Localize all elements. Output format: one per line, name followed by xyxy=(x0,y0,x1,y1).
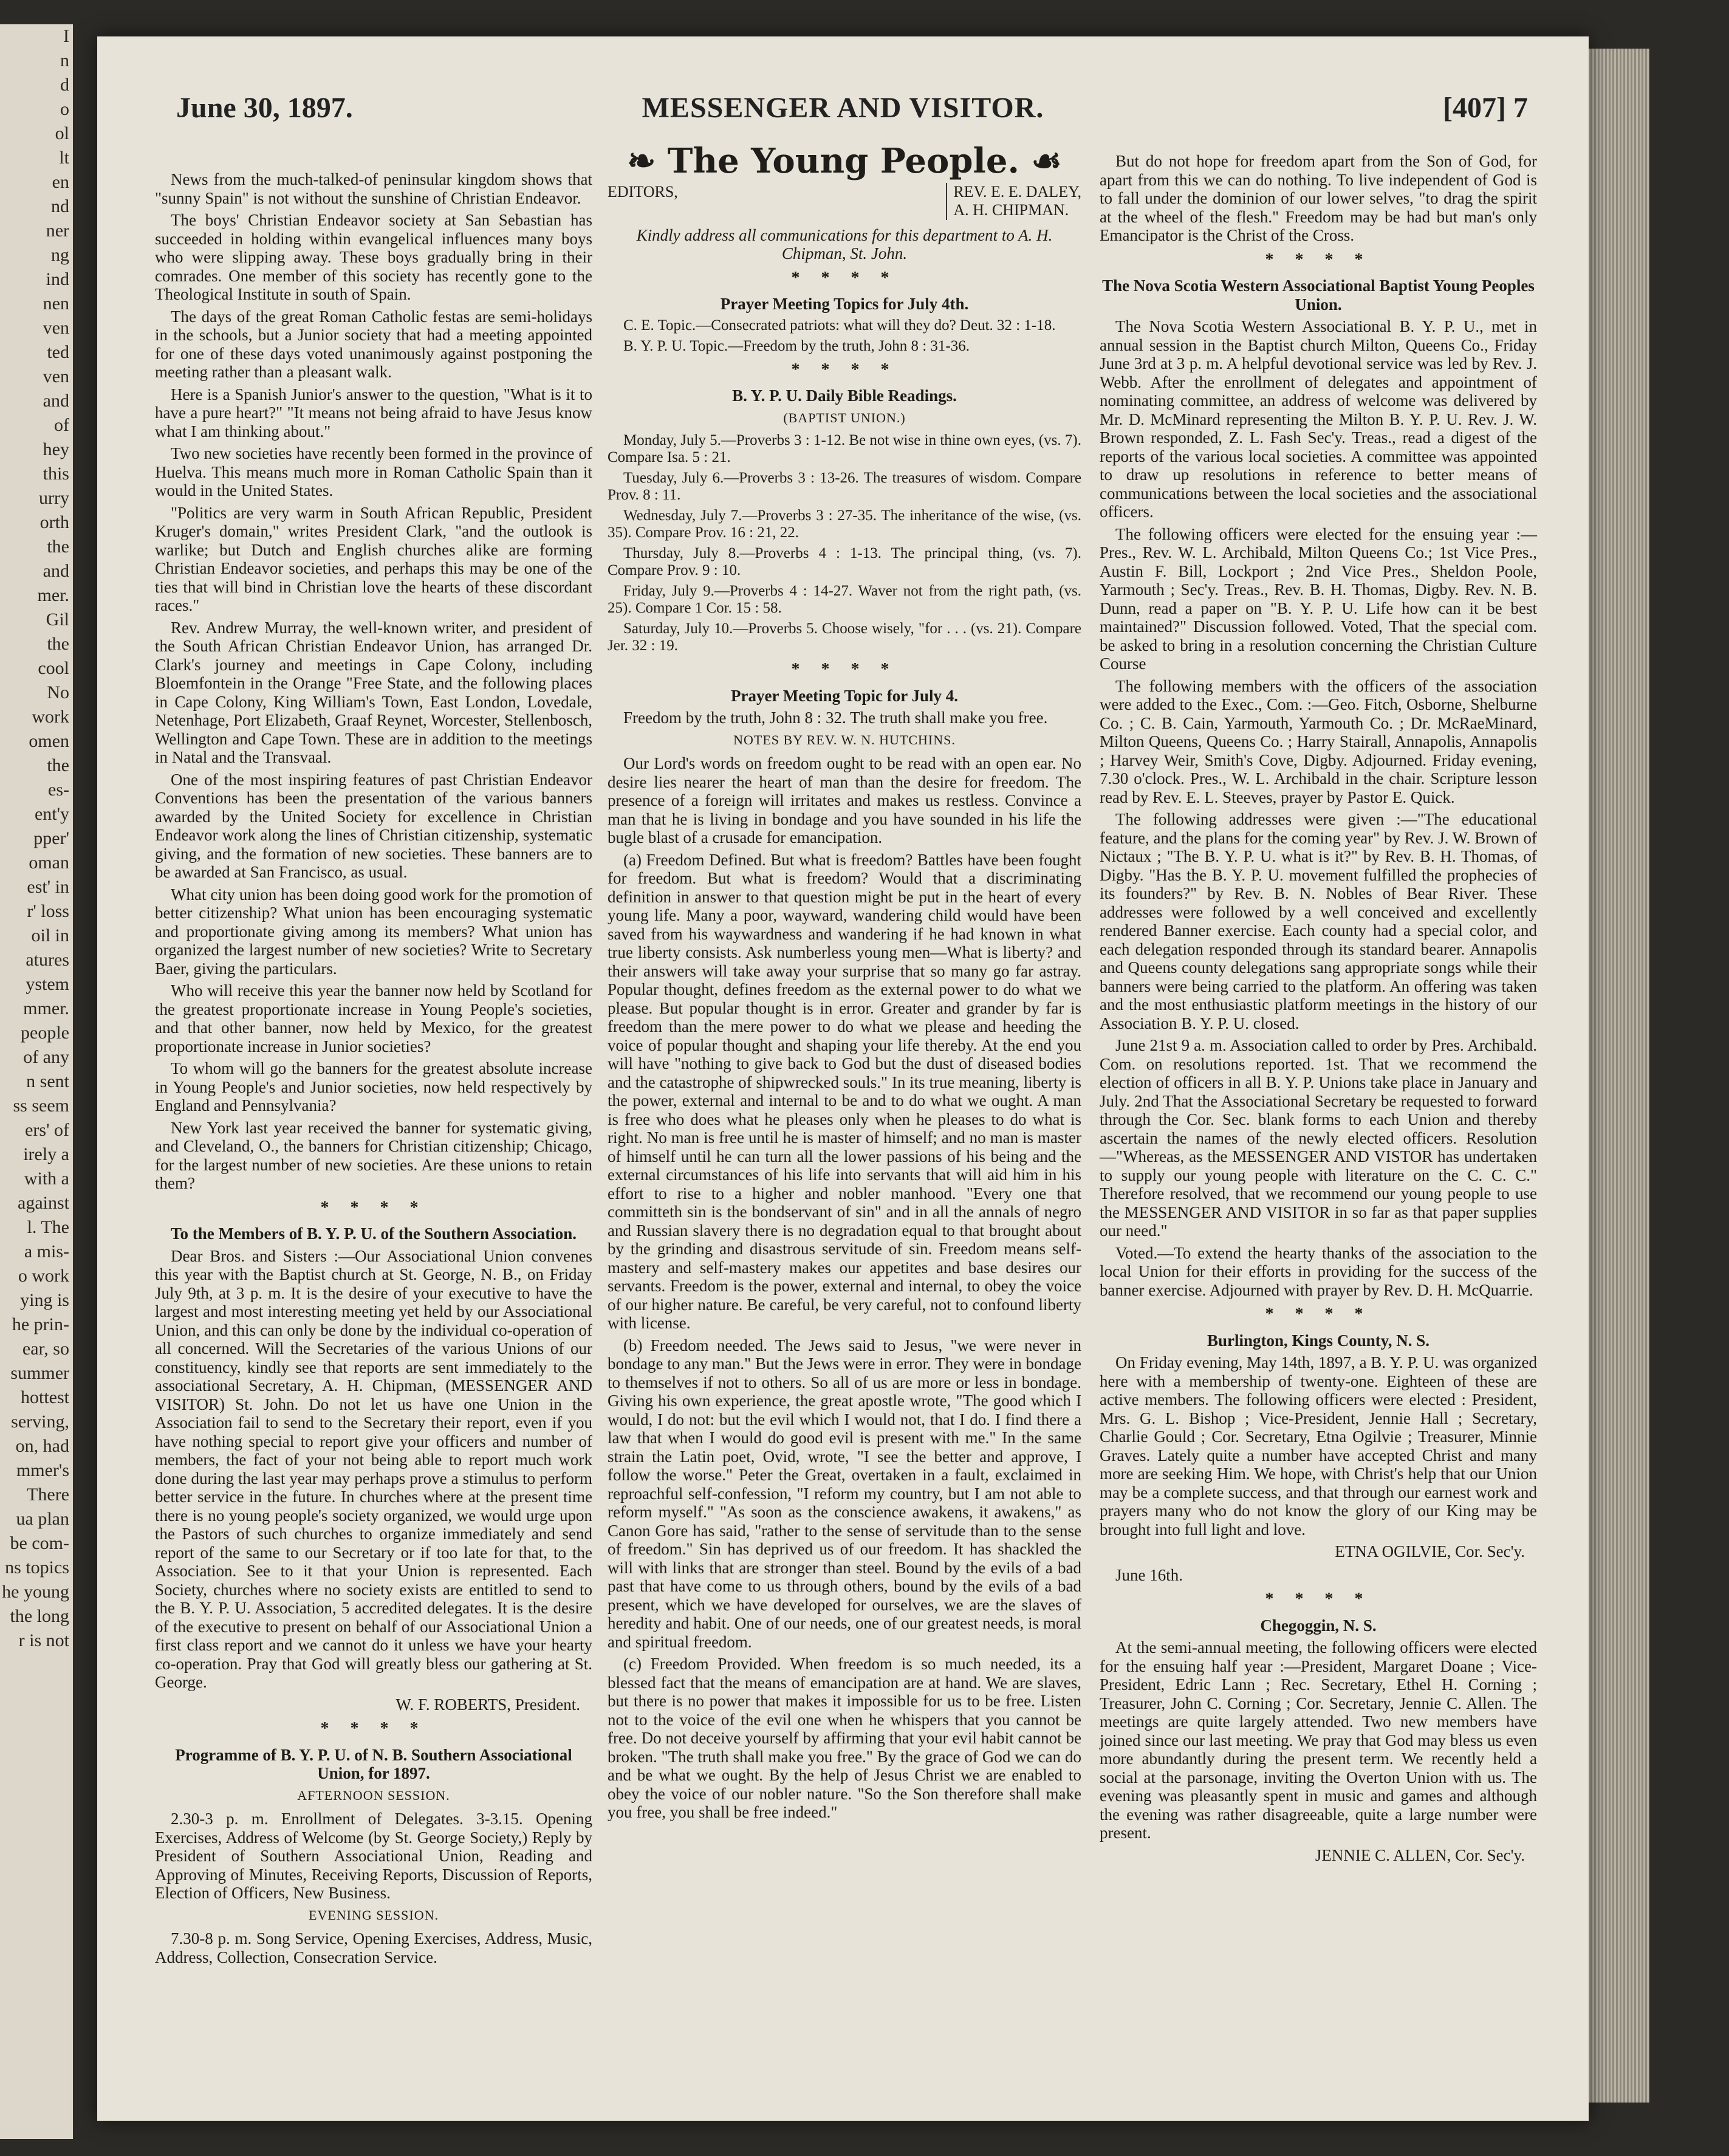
margin-fragment: the long xyxy=(10,1606,69,1626)
margin-fragment: mmer. xyxy=(23,998,69,1018)
topic-heading: Prayer Meeting Topic for July 4. xyxy=(731,686,958,705)
margin-fragment: serving, xyxy=(11,1412,69,1432)
margin-fragment: ua plan xyxy=(16,1509,69,1529)
article-paragraph: "Politics are very warm in South African Republic, President Kruger's domain," writes President Clark, "and the outlook is warlike; but Dutch and English churches alike are forming Christian Endeavor societies, and perhaps this may be one of the ties that will bind in Christian love the hearts of these discordant races." xyxy=(155,503,592,614)
bible-reading: Tuesday, July 6.—Proverbs 3 : 13-26. The treasures of wisdom. Compare Prov. 8 : 11. xyxy=(608,470,1081,503)
article-paragraph: What city union has been doing good work for the promotion of better citizenship? What union has been encouraging systematic and proportionate giving among its members? What union has organized the largest number of new societies? Write to Secretary Baer, giving the particulars. xyxy=(155,885,592,978)
nova-scotia-heading: The Nova Scotia Western Associational Baptist Young Peoples Union. xyxy=(1102,276,1535,314)
article-paragraph: Our Lord's words on freedom ought to be read with an open ear. No desire lies nearer the heart of man than the desire for freedom. The presence of a foreign will irritates and makes us restless. Convince a man that he is living in bondage and you have sounded in his life the bugle blast of a crusade for emancipation. xyxy=(608,754,1081,846)
margin-fragment: oil in xyxy=(31,925,69,946)
topics-bypu: B. Y. P. U. Topic.—Freedom by the truth, John 8 : 31-36. xyxy=(623,337,970,354)
margin-fragment: irely a xyxy=(23,1144,69,1164)
burlington-date: June 16th. xyxy=(1115,1565,1183,1584)
article-paragraph: New York last year received the banner for systematic giving, and Cleveland, O., the banners for Christian citizenship; Chicago, for the largest number of new societies. Are these unions to retain them? xyxy=(155,1118,592,1192)
margin-fragment: omen xyxy=(29,731,69,751)
margin-fragment: lt xyxy=(59,148,69,168)
margin-fragment: pper' xyxy=(33,828,69,848)
separator-stars: * * * * xyxy=(1265,1590,1372,1608)
margin-fragment: be com- xyxy=(10,1533,69,1553)
margin-fragment: d xyxy=(60,75,69,95)
notes-by: NOTES BY REV. W. N. HUTCHINS. xyxy=(733,732,956,747)
article-paragraph: News from the much-talked-of peninsular kingdom shows that "sunny Spain" is not without the sunshine of Christian Endeavor. xyxy=(155,170,592,207)
margin-fragment: ven xyxy=(43,318,69,338)
margin-fragment: and xyxy=(43,391,69,411)
margin-fragment: the xyxy=(47,537,69,557)
separator-stars: * * * * xyxy=(320,1719,427,1738)
nova-scotia-paragraphs xyxy=(1100,317,1537,1299)
margin-fragment: nd xyxy=(51,196,69,216)
column-3 xyxy=(1100,152,1537,1869)
newspaper-page xyxy=(97,36,1589,2121)
margin-fragment: en xyxy=(52,172,69,192)
readings-sub: (BAPTIST UNION.) xyxy=(783,410,906,425)
margin-fragment: ng xyxy=(51,245,69,265)
margin-fragment: n sent xyxy=(26,1071,69,1091)
fleuron-left-icon: ❧ xyxy=(627,141,668,181)
margin-fragment: ner xyxy=(46,221,69,241)
column-2 xyxy=(608,141,1081,1825)
editors-label: EDITORS, xyxy=(608,182,678,201)
margin-fragment: on, had xyxy=(15,1436,69,1456)
margin-fragment: ers' of xyxy=(25,1120,69,1140)
margin-fragment: ear, so xyxy=(22,1339,69,1359)
bible-reading: Wednesday, July 7.—Proverbs 3 : 27-35. The inheritance of the wise, (vs. 35). Compare Prov. 16 : 21, 22. xyxy=(608,507,1081,541)
separator-stars: * * * * xyxy=(791,268,898,287)
margin-fragment: oman xyxy=(29,853,69,873)
margin-fragment: the xyxy=(47,634,69,654)
margin-fragment: summer xyxy=(10,1363,69,1383)
fleuron-right-icon: ☙ xyxy=(1019,141,1062,181)
separator-stars: * * * * xyxy=(1265,1305,1372,1323)
margin-fragment: hottest xyxy=(21,1387,69,1407)
margin-fragment: mer. xyxy=(37,585,69,605)
article-paragraph: The following officers were elected for the ensuing year :—Pres., Rev. W. L. Archibald, Milton Queens Co.; 1st Vice Pres., Austin F. Bill, Lockport ; 2nd Vice Pres., Sheldon Poole, Yarmouth ; Sec'y. Treas., Rev. B. H. Thomas, Digby. Rev. N. B. Dunn, read a paper on "B. Y. P. U. Life how can it be best maintained?" Discussion followed. Voted, That the special com. be asked to bring in a resolution concerning the Christian Culture Course xyxy=(1100,524,1537,673)
margin-fragment: No xyxy=(47,682,69,702)
byp-southern-letter: Dear Bros. and Sisters :—Our Associational Union convenes this year with the Baptist church at St. George, N. B., on Friday July 9th, at 3 p. m. It is the desire of your executive to have the largest and most interesting meeting yet held by our Associational Union, and this can only be done by the individual co-operation of all concerned. Will the Secretaries of the various Unions of our constituency, kindly see that reports are sent immediately to the associational Secretary, A. H. Chipman, (MESSENGER AND VISITOR) St. John. Do not let us have one Union in the Association fail to send to the Secretary their report, even if you have nothing special to report give your officers and number of members, the fact of your not being able to report much work done during the last year may perhaps prove a stimulus to perform better service in the future. In churches where at the present time there is no young people's society organized, we would urge upon the Pastors of such churches to organize immediately and send report of the same to our Secretary or if too late for that, to the Association. See to it that your Union is represented. Each Society, churches where no society exists are entitled to send to the B. Y. P. U. Association, 5 accredited delegates. It is the desire of the executive to present on behalf of our Associational Union a first class report and we cannot do it unless we have your hearty co-operation. Pray that God will greatly bless our gathering at St. George. xyxy=(155,1246,592,1691)
margin-fragment: ent'y xyxy=(34,804,69,824)
editor-1: REV. E. E. DALEY, xyxy=(953,182,1081,201)
article-paragraph: To whom will go the banners for the greatest absolute increase in Young People's and Junior societies, now held respectively by England and Pennsylvania? xyxy=(155,1059,592,1114)
section-title-text: The Young People. xyxy=(667,141,1019,181)
topics-heading: Prayer Meeting Topics for July 4th. xyxy=(720,295,969,313)
margin-fragment: orth xyxy=(39,512,69,532)
article-paragraph: The days of the great Roman Catholic festas are semi-holidays in the schools, but a Junior society that had a meeting appointed for one of these days voted unanimously against postponing the meeting rather than a pleasant walk. xyxy=(155,307,592,381)
margin-fragment: urry xyxy=(39,488,69,508)
topic-line: Freedom by the truth, John 8 : 32. The truth shall make you free. xyxy=(623,709,1048,727)
margin-fragment: atures xyxy=(26,950,69,970)
readings-list xyxy=(608,432,1081,654)
margin-fragment: ted xyxy=(47,342,69,362)
evening-session-text: 7.30-8 p. m. Song Service, Opening Exercises, Address, Music, Address, Collection, Consecration Service. xyxy=(155,1929,592,1966)
address-note: Kindly address all communications for this department to A. H. Chipman, St. John. xyxy=(636,225,1053,263)
article-paragraph: Rev. Andrew Murray, the well-known writer, and president of the South African Christian Endeavor Union, has arranged Dr. Clark's journey and meetings in Cape Colony, including Bloemfontein in the Orange "Free State, and the following places in Cape Colony, King William's Town, East London, Lovedale, Netenhage, Port Elizabeth, Graaf Reynet, Worcester, Stellenbosch, Wellington and Cape Town. These are in addition to the meetings in Natal and the Transvaal. xyxy=(155,618,592,766)
masthead xyxy=(97,91,1589,134)
article-paragraph: The following addresses were given :—"The educational feature, and the plans for the coming year" by Rev. J. W. Brown of Nictaux ; "The B. Y. P. U. what is it?" by Rev. B. H. Thomas, of Digby. "Has the B. Y. P. U. movement fulfilled the prophecies of its founders?" by Rev. B. N. Nobles of Bear River. These addresses were followed by a well conceived and excellently rendered Banner exercise. Each county had a special color, and each delegation responded through its standard bearer. Annapolis and Queens county delegations sang appropriate songs while their banners were being carried to the platform. An offering was taken and the most enthusiastic platform meetings in the history of our Association B. Y. P. U. closed. xyxy=(1100,810,1537,1032)
margin-fragment: r is not xyxy=(18,1630,69,1650)
margin-fragment: I xyxy=(63,26,69,46)
margin-fragment: There xyxy=(27,1485,69,1505)
article-paragraph: The boys' Christian Endeavor society at San Sebastian has succeeded in holding within evangelical influences many boys who were slipping away. These boys gradually bring in their comrades. One member of this society has recently gone to the Theological Institute in south of Spain. xyxy=(155,211,592,303)
margin-fragment: o work xyxy=(18,1266,69,1286)
margin-fragment: and xyxy=(43,561,69,581)
evening-session-label: EVENING SESSION. xyxy=(309,1907,439,1923)
margin-fragment: the xyxy=(47,755,69,775)
separator-stars: * * * * xyxy=(320,1198,427,1217)
article-paragraph: The following members with the officers of the association were added to the Exec., Com. :—Geo. Fitch, Osborne, Shelburne Co. ; C. B. Cain, Yarmouth, Yarmouth Co. ; Dr. McRaeMinard, Milton Queens, Queens Co. ; Harry Stairall, Annapolis, Annapolis ; Harvey Weir, Smith's Cove, Digby. Adjourned. Friday evening, 7.30 o'clock. Pres., W. L. Archibald in the chair. Scripture lesson read by Rev. E. L. Steeves, prayer by Pastor E. Quick. xyxy=(1100,676,1537,806)
margin-fragment: l. The xyxy=(27,1217,69,1237)
margin-fragment: work xyxy=(32,707,69,727)
margin-fragment: n xyxy=(60,50,69,70)
readings-heading: B. Y. P. U. Daily Bible Readings. xyxy=(732,386,957,405)
margin-fragment: ns topics xyxy=(5,1557,69,1578)
column-1 xyxy=(155,170,592,1970)
byp-southern-signature: W. F. ROBERTS, President. xyxy=(395,1695,580,1714)
chegoggin-signature: JENNIE C. ALLEN, Cor. Sec'y. xyxy=(1315,1845,1525,1864)
article-paragraph: June 21st 9 a. m. Association called to order by Pres. Archibald. Com. on resolutions reported. 1st. That we recommend the election of officers in all B. Y. P. Unions take place in January and July. 2nd That the Associational Secretary be requested to forward through the Cor. Sec. blank forms to each Union and thereby ascertain the names of the newly elected officers. Resolution—"Whereas, as the MESSENGER AND VISTOR has undertaken to supply our young people with literature on the C. C. C." Therefore resolved, that we recommend our young people to use the MESSENGER AND VISITOR in so far as that paper supplies our need." xyxy=(1100,1036,1537,1240)
article-paragraph: Who will receive this year the banner now held by Scotland for the greatest proportionate increase in Young People's societies, and that other banner, now held by Mexico, for the greatest proportionate increase in Junior societies? xyxy=(155,981,592,1056)
margin-fragment: a mis- xyxy=(24,1241,69,1262)
margin-fragment: people xyxy=(21,1023,69,1043)
article-paragraph: (a) Freedom Defined. But what is freedom? Battles have been fought for freedom. But what is freedom? Would that a discriminating definition in answer to that question might be put in the heart of every young life. Many a poor, wayward, wandering child would have been saved from his waywardness and wandering if he had known in what true liberty consists. Ask numberless young men—What is liberty? and their answers will take away your surprise that so many go far astray. Popular thought, defines freedom as the external power to do what we please. But popular thought is in error. Greater and grander by far is freedom than the mere power to do what we please and heeding the voice of popular thought and shaping your life thereby. At the end you will have "nothing to give back to God but the dust of diseased bodies and the catastrophe of shipwrecked souls." In its true meaning, liberty is the power, external and internal to be and to do what we ought. A man is free who does what he pleases only when he pleases to do what is right. No man is free until he is master of himself; and no man is master of himself until he can turn all the lower passions of his being and the external circumstances of his life into servants that will aid him in his effort to rise to a higher and nobler manhood. "Every one that committeth sin is the bondservant of sin" and in all the annals of negro and Russian slavery there is no degradation equal to that brought about by the grinding and disastrous servitude of sin. Freedom means self-mastery and self-mastery makes our appetites and base desires our servants. Freedom is the power, external and internal, to obey the voice of our higher nature. Be careful, be very careful, not to confound liberty with license. xyxy=(608,850,1081,1332)
editors-names xyxy=(946,183,1081,220)
burlington-heading: Burlington, Kings County, N. S. xyxy=(1207,1331,1430,1350)
article-paragraph: (b) Freedom needed. The Jews said to Jesus, "we were never in bondage to any man." But the Jews were in error. They were in bondage to themselves if not to others. So all of us are more or less in bondage. Giving his own experience, the great apostle wrote, "The good which I would, I do not: but the evil which I would not, that I do. I find there a law that when I would do good evil is present with me." In the same strain the Latin poet, Ovid, wrote, "I see the better and approve, I follow the worse." Peter the Great, overtaken in a fault, exclaimed in reproachful self-confession, "I reform my country, but I am not able to reform myself." "As soon as the conscience awakens, it awakens," as Canon Gore has said, "rather to the sense of servitude than to the sense of freedom." Sin has deprived us of our freedom. It has shackled the will with links that are stronger than steel. Bound by the evils of a bad past that have come to us through others, bound by the evils of a bad present, which we have developed for ourselves, we are the slaves of heredity and habit. One of our needs, one of our greatest needs, is moral and spiritual freedom. xyxy=(608,1336,1081,1651)
col1-paragraphs xyxy=(155,170,592,1193)
byp-southern-heading: To the Members of B. Y. P. U. of the Southern Association. xyxy=(170,1224,577,1243)
margin-fragment: ven xyxy=(43,366,69,386)
margin-fragment: hey xyxy=(43,439,69,459)
page-number: [407] 7 xyxy=(1443,92,1528,124)
separator-stars: * * * * xyxy=(1265,250,1372,269)
burlington-text: On Friday evening, May 14th, 1897, a B. Y. P. U. was organized here with a membership of twenty-one. Eighteen of these are active members. The following officers were elected : President, Mrs. G. L. Bishop ; Vice-President, Jennie Hall ; Secretary, Charlie Gould ; Cor. Secretary, Etna Ogilvie ; Treasurer, Minnie Graves. Lately quite a number have accepted Christ and many more are seeking Him. We hope, with Christ's help that our Union may be a complete success, and that through our earnest work and prayers many who do not know the glory of our King may be brought into full light and love. xyxy=(1100,1353,1537,1539)
margin-fragment: he young xyxy=(2,1582,69,1602)
margin-fragment: r' loss xyxy=(27,901,69,921)
margin-fragment: against xyxy=(18,1193,69,1213)
section-title xyxy=(608,141,1081,181)
chegoggin-text: At the semi-annual meeting, the following officers were elected for the ensuing half year :—President, Margaret Doane ; Vice-President, Edric Lann ; Rec. Secretary, Ethel H. Corning ; Treasurer, John C. Corning ; Cor. Secretary, Jennie C. Allen. The meetings are quite largely attended. Two new members have joined since our last meeting. We pray that God may bless us even more abundantly during the present term. We recently held a social at the parsonage, inviting the Overton Union with us. The evening was pleasantly spent in music and games and although the evening was rather disagreeable, quite a large number were present. xyxy=(1100,1638,1537,1842)
separator-stars: * * * * xyxy=(791,360,898,379)
margin-fragment: ind xyxy=(46,269,69,289)
programme-heading: Programme of B. Y. P. U. of N. B. Southern Associational Union, for 1897. xyxy=(175,1745,572,1782)
margin-fragment: this xyxy=(43,464,69,484)
margin-fragment: with a xyxy=(24,1169,69,1189)
margin-fragment: of any xyxy=(23,1047,69,1067)
afternoon-session-label: AFTERNOON SESSION. xyxy=(297,1787,450,1803)
margin-fragment: nen xyxy=(43,294,69,314)
book-page-edges xyxy=(1589,49,1649,2103)
issue-date: June 30, 1897. xyxy=(176,92,353,124)
article-paragraph: The Nova Scotia Western Associational B. Y. P. U., met in annual session in the Baptist church Milton, Queens Co., Friday June 3rd at 3 p. m. A helpful devotional service was led by Rev. J. Webb. After the enrollment of delegates and appointment of nominating committee, an address of welcome was delivered by Mr. D. McMinard representing the Milton B. Y. P. U. Rev. J. W. Brown responded, Z. L. Fash Sec'y. Treas., read a digest of the reports of the various local societies. A committee was appointed to draw up resolutions in reference to better means of communications between the local societies and the associational officers. xyxy=(1100,317,1537,521)
editor-2: A. H. CHIPMAN. xyxy=(953,201,1069,219)
bible-reading: Monday, July 5.—Proverbs 3 : 1-12. Be not wise in thine own eyes, (vs. 7). Compare Isa. 5 : 21. xyxy=(608,432,1081,465)
bible-reading: Saturday, July 10.—Proverbs 5. Choose wisely, "for . . . (vs. 21). Compare Jer. 32 : 19. xyxy=(608,620,1081,654)
margin-fragment: es- xyxy=(48,780,69,800)
article-paragraph: Here is a Spanish Junior's answer to the question, "What is it to have a pure heart?" "It means not being afraid to have Jesus know what I am thinking about." xyxy=(155,385,592,441)
chegoggin-heading: Chegoggin, N. S. xyxy=(1260,1616,1377,1635)
editors-block xyxy=(608,183,1081,220)
margin-fragment: est' in xyxy=(27,877,69,897)
freedom-conclusion: But do not hope for freedom apart from the Son of God, for apart from this we can do nothing. To live independent of God is to fall under the dominion of our lower selves, "to drag the spirit at the wheel of the flesh." Freedom may be had but man's only Emancipator is the Christ of the Cross. xyxy=(1100,152,1537,244)
article-paragraph: (c) Freedom Provided. When freedom is so much needed, its a blessed fact that the means of emancipation are at hand. We are slaves, but there is no power that makes it impossible for us to be free. Listen not to the voice of the evil one when he whispers that you cannot be free. Do not deceive yourself by affirming that your evil habit cannot be broken. "The truth shall make you free." By the grace of God we can do and be what we ought. By the help of Jesus Christ we are enabled to obey the voice of our nobler nature. "So the Son therefore shall make you free, you shall be free indeed." xyxy=(608,1655,1081,1821)
margin-fragment: Gil xyxy=(46,609,69,630)
margin-fragment: ying is xyxy=(20,1290,69,1310)
article-paragraph: Two new societies have recently been formed in the province of Huelva. This means much more in Roman Catholic Spain than it would in the United States. xyxy=(155,444,592,500)
topics-ce: C. E. Topic.—Consecrated patriots: what will they do? Deut. 32 : 1-18. xyxy=(623,317,1056,334)
separator-stars: * * * * xyxy=(791,660,898,679)
margin-fragment: he prin- xyxy=(12,1314,69,1334)
margin-fragment: ss seem xyxy=(13,1096,69,1116)
margin-fragment: ol xyxy=(55,123,69,143)
article-paragraph: One of the most inspiring features of past Christian Endeavor Conventions has been the presentation of the various banners awarded by the United Society for excellence in Christian Endeavor work along the lines of Christian citizenship, systematic giving, and the formation of new societies. These banners are to be awarded at San Francisco, as usual. xyxy=(155,770,592,881)
margin-fragment: mmer's xyxy=(16,1460,69,1480)
margin-fragment: ystem xyxy=(26,974,69,994)
adjacent-page-margin xyxy=(0,24,73,2139)
bible-reading: Thursday, July 8.—Proverbs 4 : 1-13. The principal thing, (vs. 7). Compare Prov. 9 : 10. xyxy=(608,545,1081,578)
newspaper-title: MESSENGER AND VISITOR. xyxy=(642,92,1044,124)
afternoon-session-text: 2.30-3 p. m. Enrollment of Delegates. 3-3.15. Opening Exercises, Address of Welcome (by St. George Society,) Reply by President of Southern Associational Union, Reading and Approving of Minutes, Receiving Reports, Discussion of Reports, Election of Officers, New Business. xyxy=(155,1810,592,1902)
burlington-signature: ETNA OGILVIE, Cor. Sec'y. xyxy=(1335,1542,1525,1560)
bible-reading: Friday, July 9.—Proverbs 4 : 14-27. Waver not from the right path, (vs. 25). Compare 1 Cor. 15 : 58. xyxy=(608,583,1081,616)
margin-fragment: of xyxy=(54,415,69,435)
margin-fragment: cool xyxy=(38,658,69,678)
article-paragraph: Voted.—To extend the hearty thanks of the association to the local Union for their efforts in providing for the success of the banner exercise. Adjourned with prayer by Rev. D. H. McQuarrie. xyxy=(1100,1243,1537,1299)
margin-fragment: o xyxy=(60,99,69,119)
col2-paragraphs xyxy=(608,754,1081,1822)
